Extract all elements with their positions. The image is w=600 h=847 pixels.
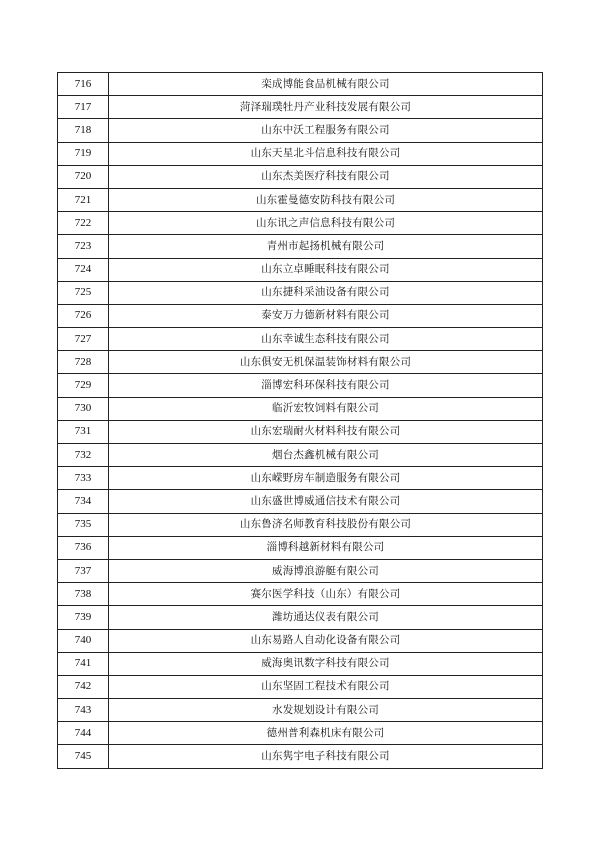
company-name: 山东盛世博威通信技术有限公司	[109, 490, 543, 513]
table-row	[58, 513, 543, 536]
company-name: 山东杰美医疗科技有限公司	[109, 165, 543, 188]
row-number: 726	[58, 304, 109, 327]
table-row	[58, 397, 543, 420]
company-name: 青州市起扬机械有限公司	[109, 235, 543, 258]
table-row	[58, 444, 543, 467]
table-row	[58, 188, 543, 211]
row-number: 716	[58, 73, 109, 96]
company-name: 山东隽宇电子科技有限公司	[109, 745, 543, 768]
company-name: 淄博科越新材料有限公司	[109, 536, 543, 559]
company-name: 赛尔医学科技（山东）有限公司	[109, 583, 543, 606]
table-row	[58, 351, 543, 374]
row-number: 718	[58, 119, 109, 142]
table-row	[58, 745, 543, 768]
table-row	[58, 583, 543, 606]
table-row	[58, 536, 543, 559]
table-row	[58, 467, 543, 490]
table-row	[58, 142, 543, 165]
row-number: 720	[58, 165, 109, 188]
table-row	[58, 258, 543, 281]
row-number: 744	[58, 722, 109, 745]
row-number: 729	[58, 374, 109, 397]
row-number: 736	[58, 536, 109, 559]
company-name: 山东捷科采油设备有限公司	[109, 281, 543, 304]
company-name: 山东立卓睡眠科技有限公司	[109, 258, 543, 281]
row-number: 735	[58, 513, 109, 536]
row-number: 730	[58, 397, 109, 420]
company-list-table	[57, 72, 543, 769]
company-name: 泰安万力德新材料有限公司	[109, 304, 543, 327]
company-name: 威海博浪游艇有限公司	[109, 559, 543, 582]
table-row	[58, 328, 543, 351]
company-name: 山东鲁济名师教育科技股份有限公司	[109, 513, 543, 536]
row-number: 745	[58, 745, 109, 768]
table-row	[58, 699, 543, 722]
table-row	[58, 235, 543, 258]
table-row	[58, 652, 543, 675]
company-name: 烟台杰鑫机械有限公司	[109, 444, 543, 467]
company-name: 淄博宏科环保科技有限公司	[109, 374, 543, 397]
company-name: 山东霍曼德安防科技有限公司	[109, 188, 543, 211]
row-number: 721	[58, 188, 109, 211]
row-number: 719	[58, 142, 109, 165]
table-row	[58, 165, 543, 188]
row-number: 743	[58, 699, 109, 722]
row-number: 723	[58, 235, 109, 258]
table-body	[58, 73, 543, 769]
table-row	[58, 559, 543, 582]
company-name: 山东嵘野房车制造服务有限公司	[109, 467, 543, 490]
table-row	[58, 96, 543, 119]
row-number: 738	[58, 583, 109, 606]
table-row	[58, 490, 543, 513]
table-row	[58, 304, 543, 327]
row-number: 740	[58, 629, 109, 652]
company-name: 威海奥讯数字科技有限公司	[109, 652, 543, 675]
table-row	[58, 420, 543, 443]
row-number: 717	[58, 96, 109, 119]
company-name: 潍坊通达仪表有限公司	[109, 606, 543, 629]
company-name: 临沂宏牧饲料有限公司	[109, 397, 543, 420]
row-number: 727	[58, 328, 109, 351]
table-row	[58, 281, 543, 304]
row-number: 731	[58, 420, 109, 443]
company-name: 山东宏瑞耐火材料科技有限公司	[109, 420, 543, 443]
row-number: 737	[58, 559, 109, 582]
company-name: 山东中沃工程服务有限公司	[109, 119, 543, 142]
company-name: 山东坚固工程技术有限公司	[109, 675, 543, 698]
row-number: 739	[58, 606, 109, 629]
company-name: 山东天星北斗信息科技有限公司	[109, 142, 543, 165]
table-row	[58, 606, 543, 629]
table-row	[58, 374, 543, 397]
table-row	[58, 73, 543, 96]
company-name: 水发规划设计有限公司	[109, 699, 543, 722]
row-number: 741	[58, 652, 109, 675]
company-name: 栾成博能食品机械有限公司	[109, 73, 543, 96]
row-number: 722	[58, 212, 109, 235]
company-name: 山东幸诚生态科技有限公司	[109, 328, 543, 351]
company-name: 山东讯之声信息科技有限公司	[109, 212, 543, 235]
row-number: 742	[58, 675, 109, 698]
table-row	[58, 722, 543, 745]
company-name: 德州普利森机床有限公司	[109, 722, 543, 745]
row-number: 733	[58, 467, 109, 490]
row-number: 725	[58, 281, 109, 304]
row-number: 728	[58, 351, 109, 374]
company-name: 山东易路人自动化设备有限公司	[109, 629, 543, 652]
row-number: 734	[58, 490, 109, 513]
company-name: 山东俱安无机保温装饰材料有限公司	[109, 351, 543, 374]
table-row	[58, 212, 543, 235]
company-name: 菏泽瑞璞牡丹产业科技发展有限公司	[109, 96, 543, 119]
row-number: 732	[58, 444, 109, 467]
row-number: 724	[58, 258, 109, 281]
table-row	[58, 119, 543, 142]
table-row	[58, 629, 543, 652]
table-row	[58, 675, 543, 698]
